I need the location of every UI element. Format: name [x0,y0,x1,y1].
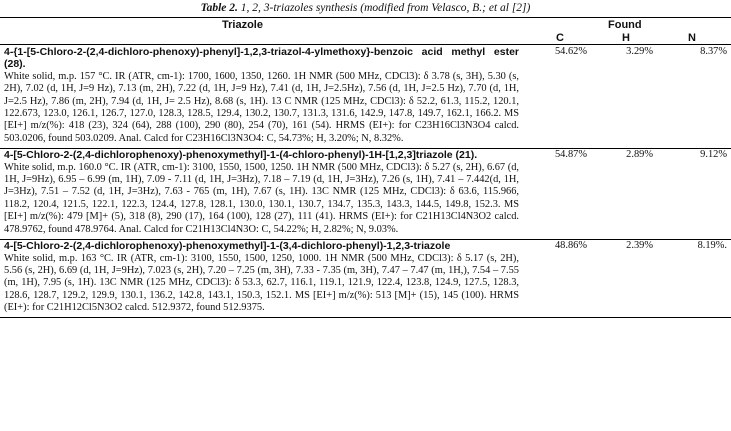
compound-cell [0,239,523,317]
found-h-value: 3.29% [626,46,653,57]
bottom-rule [0,317,731,318]
table-caption [0,2,731,14]
compound-cell [0,45,523,148]
caption-label: Table 2. [200,2,238,14]
compound-name: 4-[5-Chloro-2-(2,4-dichlorophenoxy)-phenoxymethyl]-1-(3,4-dichloro-phenyl)-1,2,3-triazole [4,240,451,253]
found-c-value: 54.62% [554,46,587,57]
table-row [0,45,731,148]
header-n: N [688,32,696,44]
compound-cell [0,148,523,239]
found-h-value: 2.39% [626,240,653,252]
compound-name: 4-[5-Chloro-2-(2,4-dichlorophenoxy)-phenoxymethyl]-1-(4-chloro-phenyl)-1H-[1,2,3]triazole (21). [4,149,478,162]
found-n-value: 8.37% [700,46,727,57]
header-found: Found [608,19,642,31]
table-row [0,148,731,239]
compound-description: White solid, m.p. 157 °C. IR (ATR, cm-1): 1700, 1600, 1350, 1260. 1H NMR (500 MHz, CDCl3): δ 3.78 (s, 3H), 5.30 (s, 2H), 7.02 (d, 1H, J=9 Hz), 7.13 (m, 2H), 7.22 (d, 1H, J=9 Hz), 7.41 (d, 1H, J=2.5Hz), 7.56 (d, 1H, J=2.5 Hz), 7.70 (d, 1H, J=2.5 Hz), 7.86 (m, 2H), 7.94 (d, 1H, J= 2.5 Hz), 8.68 (s, 1H). 13 C NMR (125 MHz, CDCl3): δ 52.2, 61.3, 115.2, 120.1, 122.673, 123.0, 126.1, 126.7, 127.0, 128.3, 128.5, 129.4, 130.2, 130.7, 131.3, 131.6, 142.9, 147.8, 149.7, 162.1, 166.2. MS [EI+] m/z(%): 418 (23), 324 (64), 288 (100), 290 (80), 254 (70), 161 (54). HRMS (EI+): for C23H16Cl3N3O4 calcd. 503.0206, found 503.0209. Anal. Calcd for C23H16Cl3N3O4: C, 54.73%; H, 3.20%; N, 8.32%. [4,70,519,144]
found-h-value: 2.89% [626,149,653,161]
caption-text: 1, 2, 3-triazoles synthesis (modified from Velasco, B.; et al [2]) [237,2,531,14]
compound-description: White solid, m.p. 163 °C. IR (ATR, cm-1): 3100, 1550, 1500, 1250, 1000. 1H NMR (500 MHz, CDCl3): δ 5.17 (s, 2H), 5.56 (s, 2H), 6.69 (d, 1H, J=9Hz), 7.023 (s, 2H), 7.20 – 7.25 (m, 3H), 7.33 - 7.35 (m, 3H), 7.47 – 7.47 (m, 1H,), 7.54 – 7.55 (m, 1H), 7.95 (s, 1H). 13C NMR (125 MHz, CDCl3): δ 53.3, 62.7, 116.1, 119.1, 121.9, 122.4, 123.8, 124.9, 127.5, 128.3, 128.6, 128.7, 129.2, 129.9, 130.1, 136.2, 142.8, 143.1, 150.3, 152.1. MS [EI+] m/z(%): 513 [M]+ (15), 145 (100). HRMS (EI+): for C21H12Cl5N3O2 calcd. 512.9372, found 512.9375. [4,252,519,314]
header-c: C [556,32,564,44]
header-rule [0,44,731,45]
compound-description: White solid, m.p. 160.0 °C. IR (ATR, cm-1): 3100, 1550, 1500, 1250. 1H NMR (500 MHz, CDCl3): δ 5.27 (s, 2H), 6.67 (d, 1H, J=9Hz), 6.95 – 6.99 (m, 1H), 7.09 - 7.11 (d, 1H, J=3Hz), 7.18 – 7.19 (d, 1H, J=3Hz), 7.26 (s, 1H), 7.41 – 7.442(d, 1H, J=3Hz), 7.51 – 7.52 (d, 1H, J=3Hz), 7.63 - 765 (m, 1H), 7.67 (s, 1H). 13C NMR (125 MHz, CDCl3): δ 63.6, 115.966, 118.2, 120.4, 121.5, 122.1, 122.3, 124.4, 127.8, 128.1, 130.0, 130.1, 130.7, 134.7, 135.3, 143.3, 144.5, 149.8, 152.3. MS [EI+] m/z(%): 479 [M]+ (5), 318 (8), 290 (17), 164 (100), 128 (27), 111 (41). HRMS (EI+): for C21H13Cl4N3O2 calcd. 478.9762, found 478.9764. Anal. Calcd for C21H13Cl4N3O: C, 54.22%; H, 2.82%; N, 9.03%. [4,161,519,235]
row-divider [0,148,731,149]
compound-name: 4-{1-[5-Chloro-2-(2,4-dichloro-phenoxy)-phenyl]-1,2,3-triazol-4-ylmethoxy}-benzoic acid methyl ester (28). [4,46,519,71]
found-c-value: 54.87% [554,149,587,161]
table-row [0,239,731,317]
triazole-table [0,45,731,318]
found-n-value: 8.19%. [697,240,727,252]
header-triazole: Triazole [222,19,263,31]
top-rule [0,17,731,18]
found-n-value: 9.12% [700,149,727,161]
found-c-value: 48.86% [554,240,587,252]
row-divider [0,239,731,240]
header-h: H [622,32,630,44]
